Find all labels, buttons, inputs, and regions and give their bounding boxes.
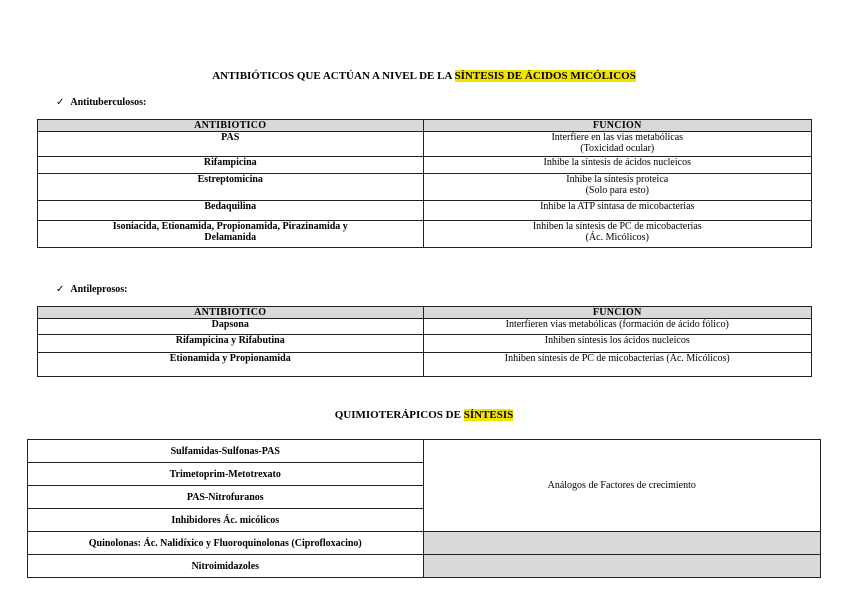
section-antituberculosos bbox=[56, 97, 146, 108]
check-icon: ✓ bbox=[56, 97, 65, 108]
table-row bbox=[38, 319, 812, 335]
antileprosos-table bbox=[37, 306, 812, 377]
title-text: ANTIBIÓTICOS QUE ACTÚAN A NIVEL DE LA bbox=[212, 70, 455, 82]
function-cell: Inhibe la síntesis proteica (Solo para esto) bbox=[423, 174, 812, 201]
table-row bbox=[28, 532, 821, 555]
function-cell: Inhibe la síntesis de ácidos nucleicos bbox=[423, 157, 812, 174]
section-label: Antituberculosos: bbox=[70, 97, 147, 108]
empty-gray-cell bbox=[423, 555, 820, 578]
table-row bbox=[38, 201, 812, 221]
quimioterapicos-table bbox=[27, 439, 821, 578]
header-antibiotico: ANTIBIOTICO bbox=[38, 120, 424, 132]
drug-cell: Rifampicina bbox=[38, 157, 424, 174]
function-cell: Interfiere en las vias metabólicas (Toxicidad ocular) bbox=[423, 132, 812, 157]
drug-cell: Quinolonas: Ác. Nalidíxico y Fluoroquinolonas (Ciprofloxacino) bbox=[28, 532, 424, 555]
drug-cell: Inhibidores Ác. micólicos bbox=[28, 509, 424, 532]
antituberculosos-table bbox=[37, 119, 812, 248]
drug-cell: Rifampicina y Rifabutina bbox=[38, 335, 424, 353]
header-antibiotico: ANTIBIOTICO bbox=[38, 307, 424, 319]
drug-cell: Etionamida y Propionamida bbox=[38, 353, 424, 377]
function-cell: Interfieren vias metabólicas (formación de ácido fólico) bbox=[423, 319, 812, 335]
drug-cell: Sulfamidas-Sulfonas-PAS bbox=[28, 440, 424, 463]
section-antileprosos bbox=[56, 284, 127, 295]
function-cell: Inhiben síntesis los ácidos nucleicos bbox=[423, 335, 812, 353]
title-text: QUIMIOTERÁPICOS DE bbox=[334, 409, 464, 421]
section-title-quimioterapicos bbox=[0, 409, 848, 421]
section-label: Antileprosos: bbox=[70, 284, 128, 295]
header-funcion: FUNCION bbox=[423, 120, 812, 132]
merged-function-cell: Análogos de Factores de crecimiento bbox=[423, 440, 820, 532]
drug-cell: Trimetoprim-Metotrexato bbox=[28, 463, 424, 486]
table-header-row bbox=[38, 307, 812, 319]
title-highlight: SÍNTESIS bbox=[463, 409, 514, 421]
empty-gray-cell bbox=[423, 532, 820, 555]
drug-cell: PAS-Nitrofuranos bbox=[28, 486, 424, 509]
check-icon: ✓ bbox=[56, 284, 65, 295]
table-row bbox=[38, 353, 812, 377]
title-highlight: SÍNTESIS DE ÁCIDOS MICÓLICOS bbox=[454, 70, 636, 82]
table-row bbox=[38, 132, 812, 157]
table-row bbox=[38, 335, 812, 353]
function-cell: Inhiben síntesis de PC de micobacterias (Ác. Micólicos) bbox=[423, 353, 812, 377]
function-cell: Inhibe la ATP sintasa de micobacterias bbox=[423, 201, 812, 221]
drug-cell: Nitroimidazoles bbox=[28, 555, 424, 578]
table-row bbox=[28, 440, 821, 463]
drug-cell: PAS bbox=[38, 132, 424, 157]
table-row bbox=[38, 157, 812, 174]
table-header-row bbox=[38, 120, 812, 132]
drug-cell: Isoniacida, Etionamida, Propionamida, Pirazinamida y Delamanida bbox=[38, 221, 424, 248]
function-cell: Inhiben la síntesis de PC de micobacterias (Ác. Micólicos) bbox=[423, 221, 812, 248]
drug-cell: Estreptomicina bbox=[38, 174, 424, 201]
drug-cell: Dapsona bbox=[38, 319, 424, 335]
header-funcion: FUNCION bbox=[423, 307, 812, 319]
table-row bbox=[38, 221, 812, 248]
drug-cell: Bedaquilina bbox=[38, 201, 424, 221]
table-row bbox=[38, 174, 812, 201]
table-row bbox=[28, 555, 821, 578]
page-title bbox=[0, 70, 848, 82]
